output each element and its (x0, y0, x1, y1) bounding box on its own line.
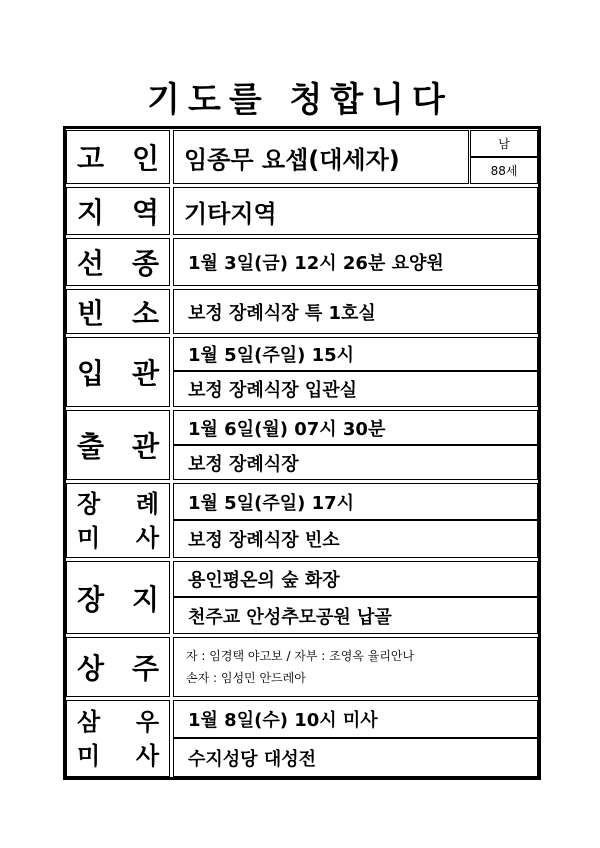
mourners-value (173, 637, 538, 697)
label-char: 삼 (77, 706, 101, 736)
label-char: 빈 (77, 296, 105, 330)
region-label (66, 187, 170, 235)
deceased-age: 88세 (470, 157, 538, 184)
label-char: 관 (131, 357, 159, 390)
label-char: 소 (131, 296, 159, 330)
label-char: 상 (77, 652, 105, 685)
death-label (66, 238, 170, 286)
deceased-sex: 남 (470, 130, 538, 157)
label-char: 사 (135, 522, 159, 552)
third-day-mass-label (66, 700, 170, 777)
encoffin-label (66, 337, 170, 407)
label-char: 우 (135, 706, 159, 736)
label-line (77, 521, 159, 555)
mourners-line1: 자 : 임경택 야고보 / 자부 : 조영옥 율리안나 (186, 649, 415, 663)
burial-line2: 천주교 안성추모공원 납골 (173, 597, 538, 634)
label-char: 역 (131, 196, 159, 229)
burial-line1: 용인평온의 숲 화장 (173, 561, 538, 597)
mourners-line2: 손자 : 임성민 안드레아 (186, 671, 306, 685)
mortuary-value: 보정 장례식장 특 1호실 (173, 289, 538, 334)
label-line (77, 739, 159, 773)
label-line (77, 705, 159, 739)
encoffin-time: 1월 5일(주일) 15시 (173, 337, 538, 371)
label-char: 종 (131, 247, 159, 280)
label-char: 장 (77, 582, 105, 616)
label-char: 인 (131, 142, 159, 175)
label-char: 고 (77, 142, 105, 175)
mortuary-label (66, 289, 170, 334)
label-char: 관 (131, 430, 159, 463)
burial-label (66, 561, 170, 634)
page-title: 기도를 청합니다 (147, 80, 453, 120)
label-char: 미 (77, 740, 101, 770)
label-char: 출 (77, 430, 105, 463)
label-char: 선 (77, 247, 105, 280)
funeral-mass-place: 보정 장례식장 빈소 (173, 520, 538, 558)
label-char: 미 (77, 522, 101, 552)
funeral-mass-label (66, 483, 170, 558)
label-char: 사 (135, 740, 159, 770)
deceased-name: 임종무 요셉(대세자) (173, 130, 469, 184)
label-char: 지 (131, 582, 159, 616)
departure-place: 보정 장례식장 (173, 445, 538, 480)
label-char: 장 (77, 488, 101, 518)
deceased-label (66, 130, 170, 184)
label-char: 례 (135, 488, 159, 518)
label-char: 입 (77, 357, 105, 390)
third-day-mass-time: 1월 8일(수) 10시 미사 (173, 700, 538, 738)
label-line (77, 487, 159, 521)
departure-time: 1월 6일(월) 07시 30분 (173, 410, 538, 445)
region-value: 기타지역 (173, 187, 538, 235)
funeral-mass-time: 1월 5일(주일) 17시 (173, 483, 538, 520)
label-char: 주 (131, 652, 159, 685)
label-char: 지 (77, 196, 105, 229)
death-value: 1월 3일(금) 12시 26분 요양원 (173, 238, 538, 286)
third-day-mass-place: 수지성당 대성전 (173, 738, 538, 777)
encoffin-place: 보정 장례식장 입관실 (173, 371, 538, 407)
mourners-label (66, 637, 170, 697)
departure-label (66, 410, 170, 480)
